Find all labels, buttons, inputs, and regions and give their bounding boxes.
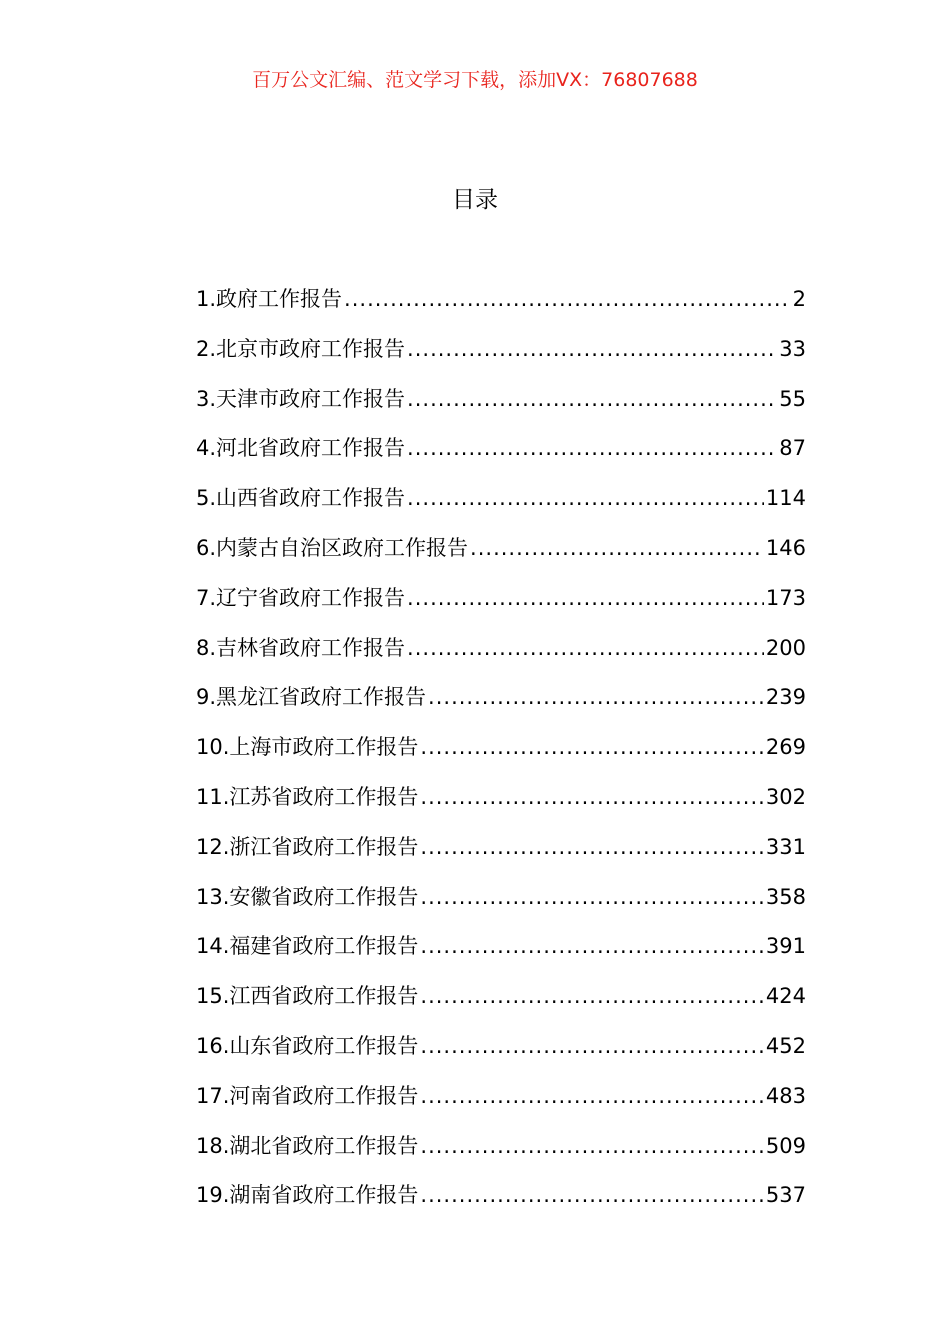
toc-dot-leader — [420, 931, 764, 961]
toc-item[interactable] — [196, 782, 806, 832]
toc-item[interactable] — [196, 682, 806, 732]
toc-item[interactable] — [196, 732, 806, 782]
toc-dot-leader — [407, 483, 764, 513]
toc-item-page: 173 — [765, 585, 806, 610]
toc-dot-leader — [407, 583, 764, 613]
toc-item-label: 河南省政府工作报告 — [229, 1083, 419, 1108]
toc-dot-leader — [470, 533, 764, 563]
toc-item-label: 吉林省政府工作报告 — [216, 635, 406, 660]
toc-item-label: 福建省政府工作报告 — [229, 934, 419, 959]
toc-item-number: 6. — [196, 535, 217, 560]
toc-item-page: 424 — [765, 984, 806, 1009]
toc-item[interactable] — [196, 981, 806, 1031]
table-of-contents — [196, 284, 806, 1230]
toc-item[interactable] — [196, 1031, 806, 1081]
toc-item-page: 331 — [765, 834, 806, 859]
toc-item-page: 452 — [765, 1033, 806, 1058]
toc-item-number: 9. — [196, 685, 217, 710]
toc-item-label: 湖北省政府工作报告 — [229, 1133, 419, 1158]
toc-item-page: 358 — [765, 884, 806, 909]
toc-item-page: 509 — [765, 1133, 806, 1158]
toc-item[interactable] — [196, 533, 806, 583]
toc-item-label: 黑龙江省政府工作报告 — [216, 685, 427, 710]
header-note: 百万公文汇编、范文学习下载，添加VX：76807688 — [252, 69, 698, 91]
toc-item-page: 537 — [765, 1183, 806, 1208]
toc-dot-leader — [407, 633, 764, 663]
toc-item-label: 政府工作报告 — [216, 287, 343, 311]
toc-item-label: 上海市政府工作报告 — [229, 735, 419, 760]
toc-item-number: 8. — [196, 635, 217, 660]
toc-item-page: 146 — [765, 535, 806, 560]
toc-dot-leader — [420, 1180, 764, 1210]
toc-dot-leader — [420, 882, 764, 912]
toc-item-number: 15. — [196, 984, 230, 1009]
toc-item-label: 河北省政府工作报告 — [216, 436, 406, 461]
toc-dot-leader — [407, 433, 777, 463]
toc-item-label: 浙江省政府工作报告 — [229, 834, 419, 859]
toc-item-number: 12. — [196, 834, 230, 859]
toc-item-page: 483 — [765, 1083, 806, 1108]
toc-dot-leader — [420, 1081, 764, 1111]
toc-item-number: 18. — [196, 1133, 230, 1158]
toc-dot-leader — [428, 682, 764, 712]
toc-item-number: 1. — [196, 287, 217, 311]
toc-item-page: 302 — [765, 784, 806, 809]
toc-item[interactable] — [196, 1180, 806, 1230]
toc-dot-leader — [420, 1131, 764, 1161]
toc-item-label: 天津市政府工作报告 — [216, 386, 406, 411]
toc-item-number: 4. — [196, 436, 217, 461]
toc-item-label: 江西省政府工作报告 — [229, 984, 419, 1009]
toc-item-number: 16. — [196, 1033, 230, 1058]
toc-item-page: 239 — [765, 685, 806, 710]
toc-item[interactable] — [196, 384, 806, 434]
toc-item-label: 辽宁省政府工作报告 — [216, 585, 406, 610]
toc-dot-leader — [420, 832, 764, 862]
toc-item-label: 安徽省政府工作报告 — [229, 884, 419, 909]
toc-item[interactable] — [196, 583, 806, 633]
toc-item-label: 内蒙古自治区政府工作报告 — [216, 535, 469, 560]
page-title: 目录 — [452, 187, 498, 213]
toc-item[interactable] — [196, 483, 806, 533]
toc-item[interactable] — [196, 1131, 806, 1181]
toc-item-label: 山东省政府工作报告 — [229, 1033, 419, 1058]
toc-dot-leader — [420, 732, 764, 762]
toc-item-number: 10. — [196, 735, 230, 760]
toc-item[interactable] — [196, 1081, 806, 1131]
toc-item-number: 3. — [196, 386, 217, 411]
toc-item-label: 江苏省政府工作报告 — [229, 784, 419, 809]
toc-item-number: 11. — [196, 784, 230, 809]
toc-item[interactable] — [196, 882, 806, 932]
toc-item-page: 33 — [779, 336, 806, 361]
toc-item-page: 87 — [779, 436, 806, 461]
toc-item-number: 7. — [196, 585, 217, 610]
toc-dot-leader — [407, 334, 777, 364]
toc-item[interactable] — [196, 931, 806, 981]
toc-dot-leader — [420, 782, 764, 812]
toc-item[interactable] — [196, 832, 806, 882]
toc-item-page: 2 — [792, 287, 806, 311]
toc-item[interactable] — [196, 633, 806, 683]
toc-dot-leader — [420, 981, 764, 1011]
toc-item-page: 114 — [765, 486, 806, 511]
toc-item-number: 17. — [196, 1083, 230, 1108]
toc-item-label: 湖南省政府工作报告 — [229, 1183, 419, 1208]
toc-item-number: 5. — [196, 486, 217, 511]
toc-item-number: 19. — [196, 1183, 230, 1208]
toc-item-label: 山西省政府工作报告 — [216, 486, 406, 511]
toc-item-label: 北京市政府工作报告 — [216, 336, 406, 361]
toc-item[interactable] — [196, 433, 806, 483]
toc-item-page: 391 — [765, 934, 806, 959]
toc-item-page: 200 — [765, 635, 806, 660]
toc-dot-leader — [420, 1031, 764, 1061]
toc-item-page: 55 — [779, 386, 806, 411]
toc-dot-leader — [407, 384, 777, 414]
toc-item-page: 269 — [765, 735, 806, 760]
toc-item[interactable] — [196, 334, 806, 384]
toc-item-number: 14. — [196, 934, 230, 959]
toc-dot-leader — [344, 284, 791, 314]
toc-item[interactable] — [196, 284, 806, 334]
toc-item-number: 13. — [196, 884, 230, 909]
toc-item-number: 2. — [196, 336, 217, 361]
